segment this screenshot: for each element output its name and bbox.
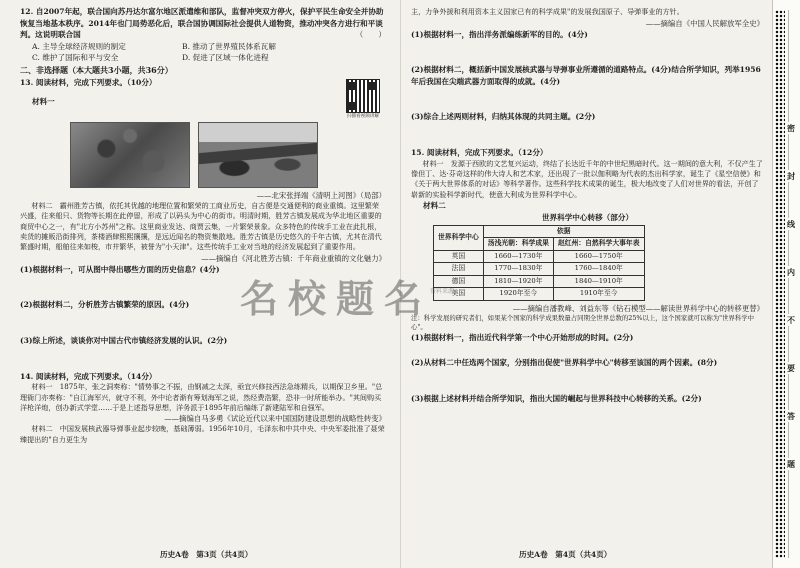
q13-material-2-source: ——摘编自《河北胜芳古镇：千年商业重镇的文化魅力》: [201, 253, 386, 263]
table-cell: 法国: [434, 263, 484, 276]
q13-material-1-label: 材料一: [32, 97, 55, 107]
table-cell: 1660—1750年: [553, 250, 644, 263]
table-cell: 1810—1920年: [483, 275, 553, 288]
q12-bracket: （ ）: [355, 30, 386, 40]
q14-material-1: 材料一 1875年，张之洞奏称："情势事之不振，由钢减之太深，亟宜兴修技西法急练精兵，以期保卫乡里。"总理衙门亦奏称："自江海军兴，就守不利，外中论者渐有筹划海军之说，然经费浩繁，恐非一时所能举办。"其间购买洋枪洋炮，创办新式学堂……于是上述指导思想，洋务派于1895年前后编练了新建陆军和自强军。: [20, 382, 383, 412]
science-center-table-title: 世界科学中心转移（部分）: [541, 212, 634, 222]
table-cell: 1920年至今: [483, 288, 553, 301]
watermark: 名校题名: [240, 277, 433, 321]
table-cell: 1840—1910年: [553, 275, 644, 288]
table-row: [434, 263, 645, 276]
q14-material-2: 材料二 中国发展核武器导弹事业起步较晚，基础薄弱。1956年10月，毛泽东和中共中央、中央军委批准了聂荣臻提出的"自力更生为: [20, 424, 385, 444]
table-header-center: 世界科学中心: [434, 225, 484, 250]
q13-header-row: [20, 77, 386, 119]
science-center-table: [433, 225, 645, 301]
q12-option-a: A. 主导全球经济规则的制定: [32, 41, 126, 51]
qr-code-icon[interactable]: [346, 79, 380, 113]
q12-options: [32, 41, 386, 63]
gutter-label: 密: [787, 123, 795, 133]
qingming-painting-images: [70, 122, 386, 188]
gutter-label: 内: [787, 267, 795, 277]
section-2-heading: 二、非选择题（本大题共3小题，共36分）: [20, 64, 173, 75]
table-source: ——摘编自潘教峰、刘益东等《钻石模型——解读世界科学中心的转移更替》: [512, 303, 764, 313]
q13-title: 13. 阅读材料，完成下列要求。（10分）: [20, 77, 157, 87]
gutter-label: 要: [787, 363, 795, 373]
q12-stem: 12. 自2007年起，联合国向苏丹达尔富尔地区派遣维和部队，监督冲突双方停火，保护平民生命安全并协助恢复当地基本秩序。2014年也门局势恶化后，联合国协调国际社会提供人道物资，推动冲突各方进行和平谈判。这说明联合国 （ ）: [20, 7, 386, 40]
q14-material-2-continued: 主，力争外援和利用资本主义国家已有的科学成果"的发展我国原子、导弹事业的方针。: [411, 7, 684, 16]
q14-material-2-source: ——摘编自《中国人民解放军全史》: [645, 18, 764, 28]
gutter-label: 不: [787, 315, 795, 325]
q13-sub-1: (1)根据材料一，可从图中得出哪些方面的历史信息？(4分): [20, 264, 220, 274]
gutter-label: 线: [787, 219, 795, 229]
q15-material-1: 材料一 发源于西欧的文艺复兴运动，终结了长达近千年的中世纪黑暗时代。这一期间的意大利，不仅产生了像但丁、达·芬奇这样的伟大诗人和艺术家，还出现了一批以伽利略为代表的杰出科学家，诞生了《星空信使》和《关于两大世界体系的对话》等科学著作。这些科学技术成果的诞生，极大地改变了人们对世界的看法，开创了崭新的实验科学新时代，使意大利成为世界科学中心。: [411, 158, 763, 199]
q15-sub-3: (3)根据上述材料并结合所学知识，指出大国的崛起与世界科技中心转移的关系。(2分): [411, 393, 702, 403]
table-cell: 美国: [434, 288, 484, 301]
table-cell: 1770—1830年: [483, 263, 553, 276]
q12-option-c: C. 维护了国际和平与安全: [32, 52, 119, 62]
painting-image-2: [198, 122, 318, 188]
q13-sub-3: (3)综上所述，谈谈你对中国古代市镇经济发展的认识。(2分): [20, 336, 228, 345]
q13-image-caption: ——北宋张择端《清明上河图》（局部）: [256, 190, 386, 200]
q14-material-1-source: ——摘编自马多勇《试论近代以来中国国防建设思想的战略性转变》: [164, 414, 386, 424]
table-cell: 德国: [434, 275, 484, 288]
binding-gutter: [772, 0, 800, 568]
qr-caption: 扫描看视频讲解: [346, 113, 380, 119]
table-cell: 1760—1840年: [553, 263, 644, 276]
q14-sub-2: (2)根据材料二，概括新中国发展核武器与导弹事业所遵循的道路特点。(4分)结合所学知识，列举1956年后我国在尖端武器方面取得的成就。(4分): [411, 65, 761, 86]
seal-line: [788, 10, 789, 558]
gutter-label: 封: [787, 171, 795, 181]
table-cell: 英国: [434, 250, 484, 263]
table-row: [434, 288, 645, 301]
q12-option-b: B. 推动了世界殖民体系瓦解: [182, 41, 276, 51]
table-cell: 1910年至今: [553, 288, 644, 301]
table-row: [434, 275, 645, 288]
q13-material-2: 材料二 霸州胜芳古镇，依托其优越的地理位置和繁荣的工商业历史，自古便是交通便利的商业重镇。这里繁荣兴盛，往来船只、货物等长期在此停留，形成了以码头为中心的街市。明清时期，胜芳古镇发展成为华北地区重要的商贸中心之一，有"北方小苏州"之称。这里商业发达、商贾云集，一片繁荣景象。众多特色的传统手工业在此扎根，卖货的摊贩沿街排列，茶楼酒肆熙熙攘攘，是远近闻名的物资集散地。胜芳古镇是历史悠久的千年古镇，尤其在清代繁盛时期，船舶往来如梭，市井繁华，被誉为"小天津"。这些传统手工业对当地的经济发展起到了重要作用。: [20, 200, 382, 252]
q15-sub-1: (1)根据材料一，指出近代科学第一个中心开始形成的时间。(2分): [411, 332, 634, 342]
table-note: 注：科学发展的研究者们，如果某个国家的科学成果数量占同期全世界总数的25%以上，这个国家就可以称为"世界科学中心"。: [411, 313, 755, 331]
gutter-dots: [775, 10, 785, 558]
table-row: [434, 250, 645, 263]
q15-sub-2: (2)从材料二中任选两个国家，分别指出促使"世界科学中心"转移至该国的两个因素。(8分): [411, 358, 718, 368]
right-page: [400, 0, 772, 568]
table-header-zhao: 赵红州：自然科学大事年表: [553, 238, 644, 251]
table-header-yuasa: 汤浅光朝：科学成果: [483, 238, 553, 251]
q14-sub-1: (1)根据材料一，指出洋务派编练新军的目的。(4分): [411, 29, 588, 39]
q12-option-d: D. 促进了区域一体化进程: [182, 52, 269, 62]
left-page-footer: 历史A卷 第3页（共4页）: [160, 550, 253, 559]
q13-sub-2: (2)根据材料二，分析胜芳古镇繁荣的原因。(4分): [20, 300, 190, 310]
gutter-label: 题: [787, 459, 795, 469]
gutter-label: 答: [787, 411, 795, 421]
q15-material-2-label: 材料二: [423, 201, 446, 211]
watermark-small: 资料来源: [430, 288, 455, 295]
table-header-group: 依据: [483, 225, 644, 238]
q14-sub-3: (3)综合上述两则材料，归纳其体现的共同主题。(2分): [411, 112, 596, 122]
painting-image-1: [70, 122, 190, 188]
q15-title: 15. 阅读材料，完成下列要求。（12分）: [411, 147, 548, 157]
right-page-footer: 历史A卷 第4页（共4页）: [519, 550, 612, 559]
table-cell: 1660—1730年: [483, 250, 553, 263]
q14-title: 14. 阅读材料，完成下列要求。（14分）: [20, 371, 157, 381]
